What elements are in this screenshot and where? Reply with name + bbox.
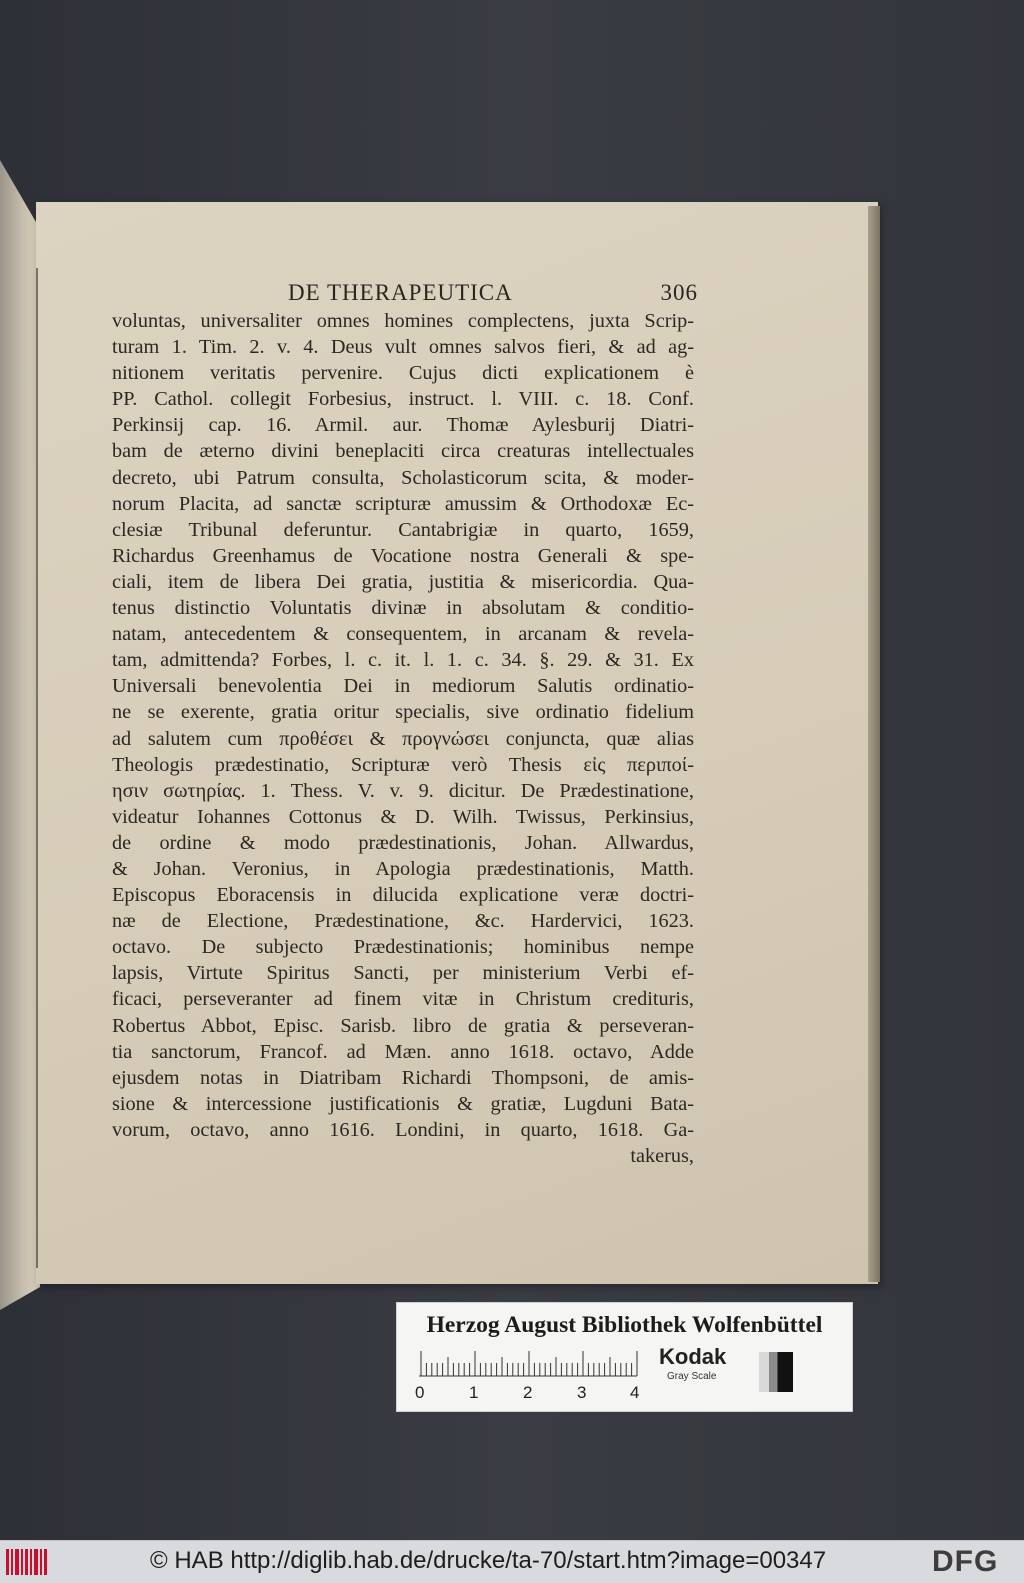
scale-number: 4 (630, 1383, 640, 1402)
text-line: tenus distinctio Voluntatis divinæ in absolutam & conditio- (112, 597, 694, 620)
text-line: natam, antecedentem & consequentem, in arcanam & revela- (112, 623, 694, 646)
text-line: clesiæ Tribunal deferuntur. Cantabrigiæ in quarto, 1659, (112, 518, 694, 541)
text-line: norum Placita, ad sanctæ scripturæ amussim & Orthodoxæ Ec- (112, 492, 694, 515)
text-line: sione & intercessione justificationis & gratiæ, Lugduni Bata- (112, 1092, 694, 1115)
text-line: Theologis prædestinatio, Scripturæ verò Thesis εἰς περιποί- (112, 753, 694, 776)
text-line: octavo. De subjecto Prædestinationis; hominibus nempe (112, 936, 694, 959)
page-body-text (112, 308, 694, 1169)
text-line: decreto, ubi Patrum consulta, Scholasticorum scita, & moder- (112, 466, 694, 489)
previous-page-edge (0, 160, 40, 1310)
running-head (256, 280, 698, 306)
text-line: Universali benevolentia Dei in mediorum Salutis ordinatio- (112, 675, 694, 698)
text-line: ciali, item de libera Dei gratia, justitia & misericordia. Qua- (112, 570, 694, 593)
text-line: voluntas, universaliter omnes homines complectens, juxta Scrip- (112, 310, 694, 332)
page-number: 306 (660, 280, 698, 305)
text-line: PP. Cathol. collegit Forbesius, instruct. l. VIII. c. 18. Conf. (112, 388, 694, 411)
footer-bar (0, 1540, 1024, 1583)
text-line: ficaci, perseveranter ad finem vitæ in Christum credituris, (112, 988, 694, 1011)
copyright-link[interactable]: © HAB http://diglib.hab.de/drucke/ta-70/start.htm?image=00347 (150, 1547, 827, 1574)
library-name: Herzog August Bibliothek Wolfenbüttel (426, 1312, 823, 1338)
text-line: de ordine & modo prædestinationis, Johan. Allwardus, (112, 831, 694, 854)
text-line: næ de Electione, Prædestinatione, &c. Hardervici, 1623. (112, 910, 694, 933)
scale-number: 3 (577, 1383, 587, 1402)
scale-number: 0 (415, 1383, 425, 1402)
text-line: ne se exerente, gratia oritur specialis, sive ordinatio fidelium (112, 701, 694, 724)
text-line: videatur Iohannes Cottonus & D. Wilh. Twissus, Perkinsius, (112, 805, 694, 828)
kodak-gray-scale-caption: Gray Scale (667, 1371, 717, 1382)
text-line: ejusdem notas in Diatribam Richardi Thompsoni, de amis- (112, 1066, 694, 1089)
scale-number: 1 (469, 1383, 479, 1402)
text-line: lapsis, Virtute Spiritus Sancti, per ministerium Verbi ef- (112, 962, 694, 985)
library-calibration-label (396, 1302, 853, 1412)
text-line: vorum, octavo, anno 1616. Londini, in quarto, 1618. Ga- (112, 1118, 694, 1141)
text-line: nitionem veritatis pervenire. Cujus dicti explicationem è (112, 362, 694, 385)
text-line: Episcopus Eboracensis in dilucida explicatione veræ doctri- (112, 884, 694, 907)
scale-ruler-icon (419, 1347, 641, 1377)
text-line: ad salutem cum προθέσει & προγνώσει conjuncta, quæ alias (112, 727, 694, 750)
page-edge (868, 206, 880, 1282)
dfg-logo: DFG (932, 1545, 999, 1578)
text-line: takerus, (630, 1145, 694, 1167)
page-gutter-line (36, 268, 38, 1268)
barcode-icon (6, 1549, 48, 1575)
scale-number: 2 (523, 1383, 533, 1402)
text-line: tia sanctorum, Francof. ad Mæn. anno 1618. octavo, Adde (112, 1040, 694, 1063)
text-line: tam, admittenda? Forbes, l. c. it. l. 1. c. 34. §. 29. & 31. Ex (112, 649, 694, 672)
text-line: turam 1. Tim. 2. v. 4. Deus vult omnes salvos fieri, & ad ag- (112, 336, 694, 359)
running-title: DE THERAPEUTICA (288, 280, 513, 305)
text-line: & Johan. Veronius, in Apologia prædestinationis, Matth. (112, 857, 694, 880)
text-line: Perkinsij cap. 16. Armil. aur. Thomæ Aylesburij Diatri- (112, 414, 694, 437)
text-line: Robertus Abbot, Episc. Sarisb. libro de gratia & perseveran- (112, 1014, 694, 1037)
kodak-brand: Kodak (659, 1344, 727, 1369)
gray-scale-patch (759, 1352, 793, 1392)
text-line: bam de æterno divini beneplaciti circa creaturas intellectuales (112, 440, 694, 463)
text-line: Richardus Greenhamus de Vocatione nostra Generali & spe- (112, 544, 694, 567)
text-line: ησιν σωτηρίας. 1. Thess. V. v. 9. dicitur. De Prædestinatione, (112, 779, 694, 802)
